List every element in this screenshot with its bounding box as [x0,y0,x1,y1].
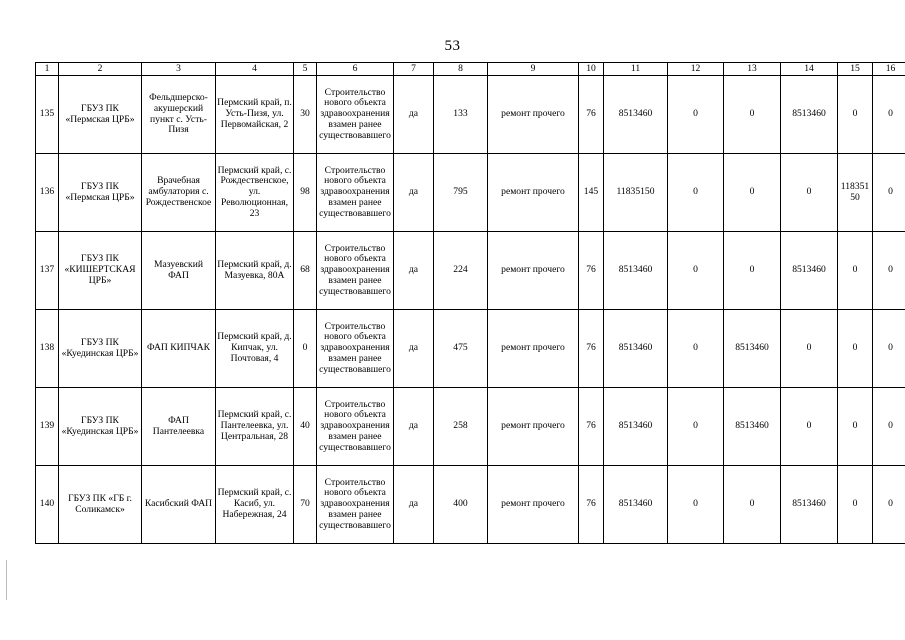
header-row [36,63,905,76]
table-cell-col-9: ремонт прочего [488,76,579,154]
table-cell-col-10: 76 [579,232,604,310]
table-cell-col-16: 0 [873,466,905,544]
table-cell-col-16: 0 [873,388,905,466]
table-cell-col-1: 135 [36,76,59,154]
table-cell-col-11: 8513460 [604,232,668,310]
table-cell-col-5: 70 [294,466,317,544]
table-cell-col-8: 400 [434,466,488,544]
table-cell-col-14: 8513460 [781,76,838,154]
table-cell-col-1: 138 [36,310,59,388]
table-cell-col-5: 40 [294,388,317,466]
table-cell-col-8: 224 [434,232,488,310]
table-cell-col-11: 11835150 [604,154,668,232]
table-cell-col-1: 136 [36,154,59,232]
table-body [36,76,905,544]
table-row [36,154,905,232]
table-cell-col-15: 0 [838,388,873,466]
table-cell-col-8: 133 [434,76,488,154]
table-cell-col-13: 0 [724,232,781,310]
table-row [36,466,905,544]
table-cell-col-13: 0 [724,466,781,544]
table-cell-col-6: Строительство нового объекта здравоохранения взамен ранее существовавшего [317,232,394,310]
table-cell-col-12: 0 [668,154,724,232]
table-cell-col-2: ГБУЗ ПК «ГБ г. Соликамск» [59,466,142,544]
table-cell-col-15: 0 [838,466,873,544]
table-cell-col-2: ГБУЗ ПК «КИШЕРТСКАЯ ЦРБ» [59,232,142,310]
table-cell-col-3: Фельдшерско-акушерский пункт с. Усть-Пизя [142,76,216,154]
table-cell-col-6: Строительство нового объекта здравоохранения взамен ранее существовавшего [317,388,394,466]
table-row [36,310,905,388]
table-cell-col-4: Пермский край, д. Кипчак, ул. Почтовая, 4 [216,310,294,388]
table-cell-col-11: 8513460 [604,310,668,388]
column-header-15: 15 [838,63,873,76]
table-cell-col-9: ремонт прочего [488,466,579,544]
table-cell-col-16: 0 [873,232,905,310]
table-cell-col-10: 76 [579,76,604,154]
table-cell-col-5: 68 [294,232,317,310]
table-cell-col-14: 0 [781,310,838,388]
table-cell-col-10: 76 [579,310,604,388]
table-cell-col-2: ГБУЗ ПК «Пермская ЦРБ» [59,154,142,232]
table-cell-col-7: да [394,310,434,388]
table-cell-col-3: Касибский ФАП [142,466,216,544]
table-cell-col-10: 145 [579,154,604,232]
table-cell-col-15: 0 [838,310,873,388]
column-header-11: 11 [604,63,668,76]
table-cell-col-6: Строительство нового объекта здравоохранения взамен ранее существовавшего [317,76,394,154]
table-cell-col-12: 0 [668,232,724,310]
table-cell-col-4: Пермский край, д. Мазуевка, 80А [216,232,294,310]
table-row [36,76,905,154]
table-cell-col-5: 30 [294,76,317,154]
table-cell-col-11: 8513460 [604,388,668,466]
column-header-14: 14 [781,63,838,76]
table-cell-col-16: 0 [873,76,905,154]
table-cell-col-2: ГБУЗ ПК «Куединская ЦРБ» [59,310,142,388]
table-cell-col-13: 8513460 [724,310,781,388]
table-cell-col-9: ремонт прочего [488,310,579,388]
table-cell-col-14: 0 [781,388,838,466]
table-cell-col-1: 139 [36,388,59,466]
table-cell-col-1: 140 [36,466,59,544]
table-cell-col-6: Строительство нового объекта здравоохранения взамен ранее существовавшего [317,154,394,232]
column-header-4: 4 [216,63,294,76]
scan-mark [6,560,7,600]
column-header-3: 3 [142,63,216,76]
table-cell-col-15: 0 [838,76,873,154]
table-cell-col-7: да [394,466,434,544]
table-cell-col-9: ремонт прочего [488,232,579,310]
table-cell-col-2: ГБУЗ ПК «Пермская ЦРБ» [59,76,142,154]
table-cell-col-12: 0 [668,310,724,388]
column-header-8: 8 [434,63,488,76]
table-cell-col-10: 76 [579,388,604,466]
table-cell-col-12: 0 [668,466,724,544]
table-cell-col-4: Пермский край, с. Рождественское, ул. Революционная, 23 [216,154,294,232]
column-header-6: 6 [317,63,394,76]
table-cell-col-7: да [394,154,434,232]
table-cell-col-10: 76 [579,466,604,544]
table-cell-col-3: Врачебная амбулатория с. Рождественское [142,154,216,232]
table-row [36,388,905,466]
column-header-2: 2 [59,63,142,76]
table-cell-col-12: 0 [668,388,724,466]
table-row [36,232,905,310]
table-cell-col-6: Строительство нового объекта здравоохранения взамен ранее существовавшего [317,466,394,544]
table-cell-col-4: Пермский край, с. Пантелеевка, ул. Центральная, 28 [216,388,294,466]
column-header-13: 13 [724,63,781,76]
column-header-5: 5 [294,63,317,76]
table-cell-col-7: да [394,388,434,466]
column-header-16: 16 [873,63,905,76]
table-cell-col-3: Мазуевский ФАП [142,232,216,310]
table-cell-col-7: да [394,76,434,154]
table-cell-col-5: 0 [294,310,317,388]
data-table [35,62,905,544]
column-header-9: 9 [488,63,579,76]
table-cell-col-9: ремонт прочего [488,154,579,232]
table-cell-col-13: 0 [724,154,781,232]
column-header-12: 12 [668,63,724,76]
table-cell-col-15: 0 [838,232,873,310]
table-cell-col-11: 8513460 [604,76,668,154]
table-cell-col-3: ФАП Пантелеевка [142,388,216,466]
table-cell-col-5: 98 [294,154,317,232]
table-cell-col-9: ремонт прочего [488,388,579,466]
table-cell-col-8: 795 [434,154,488,232]
table-cell-col-16: 0 [873,310,905,388]
table-cell-col-14: 8513460 [781,232,838,310]
table-cell-col-13: 0 [724,76,781,154]
table-cell-col-11: 8513460 [604,466,668,544]
table-cell-col-3: ФАП КИПЧАК [142,310,216,388]
table-cell-col-14: 0 [781,154,838,232]
column-header-10: 10 [579,63,604,76]
table-cell-col-2: ГБУЗ ПК «Куединская ЦРБ» [59,388,142,466]
table-cell-col-4: Пермский край, с. Касиб, ул. Набережная, 24 [216,466,294,544]
table-cell-col-13: 8513460 [724,388,781,466]
table-cell-col-14: 8513460 [781,466,838,544]
table-cell-col-16: 0 [873,154,905,232]
page-number: 53 [444,38,461,54]
table-cell-col-8: 258 [434,388,488,466]
table-cell-col-15: 11835150 [838,154,873,232]
table-cell-col-12: 0 [668,76,724,154]
table-cell-col-7: да [394,232,434,310]
column-header-7: 7 [394,63,434,76]
table-cell-col-6: Строительство нового объекта здравоохранения взамен ранее существовавшего [317,310,394,388]
table-cell-col-4: Пермский край, п. Усть-Пизя, ул. Первомайская, 2 [216,76,294,154]
table-cell-col-1: 137 [36,232,59,310]
table-cell-col-8: 475 [434,310,488,388]
column-header-1: 1 [36,63,59,76]
